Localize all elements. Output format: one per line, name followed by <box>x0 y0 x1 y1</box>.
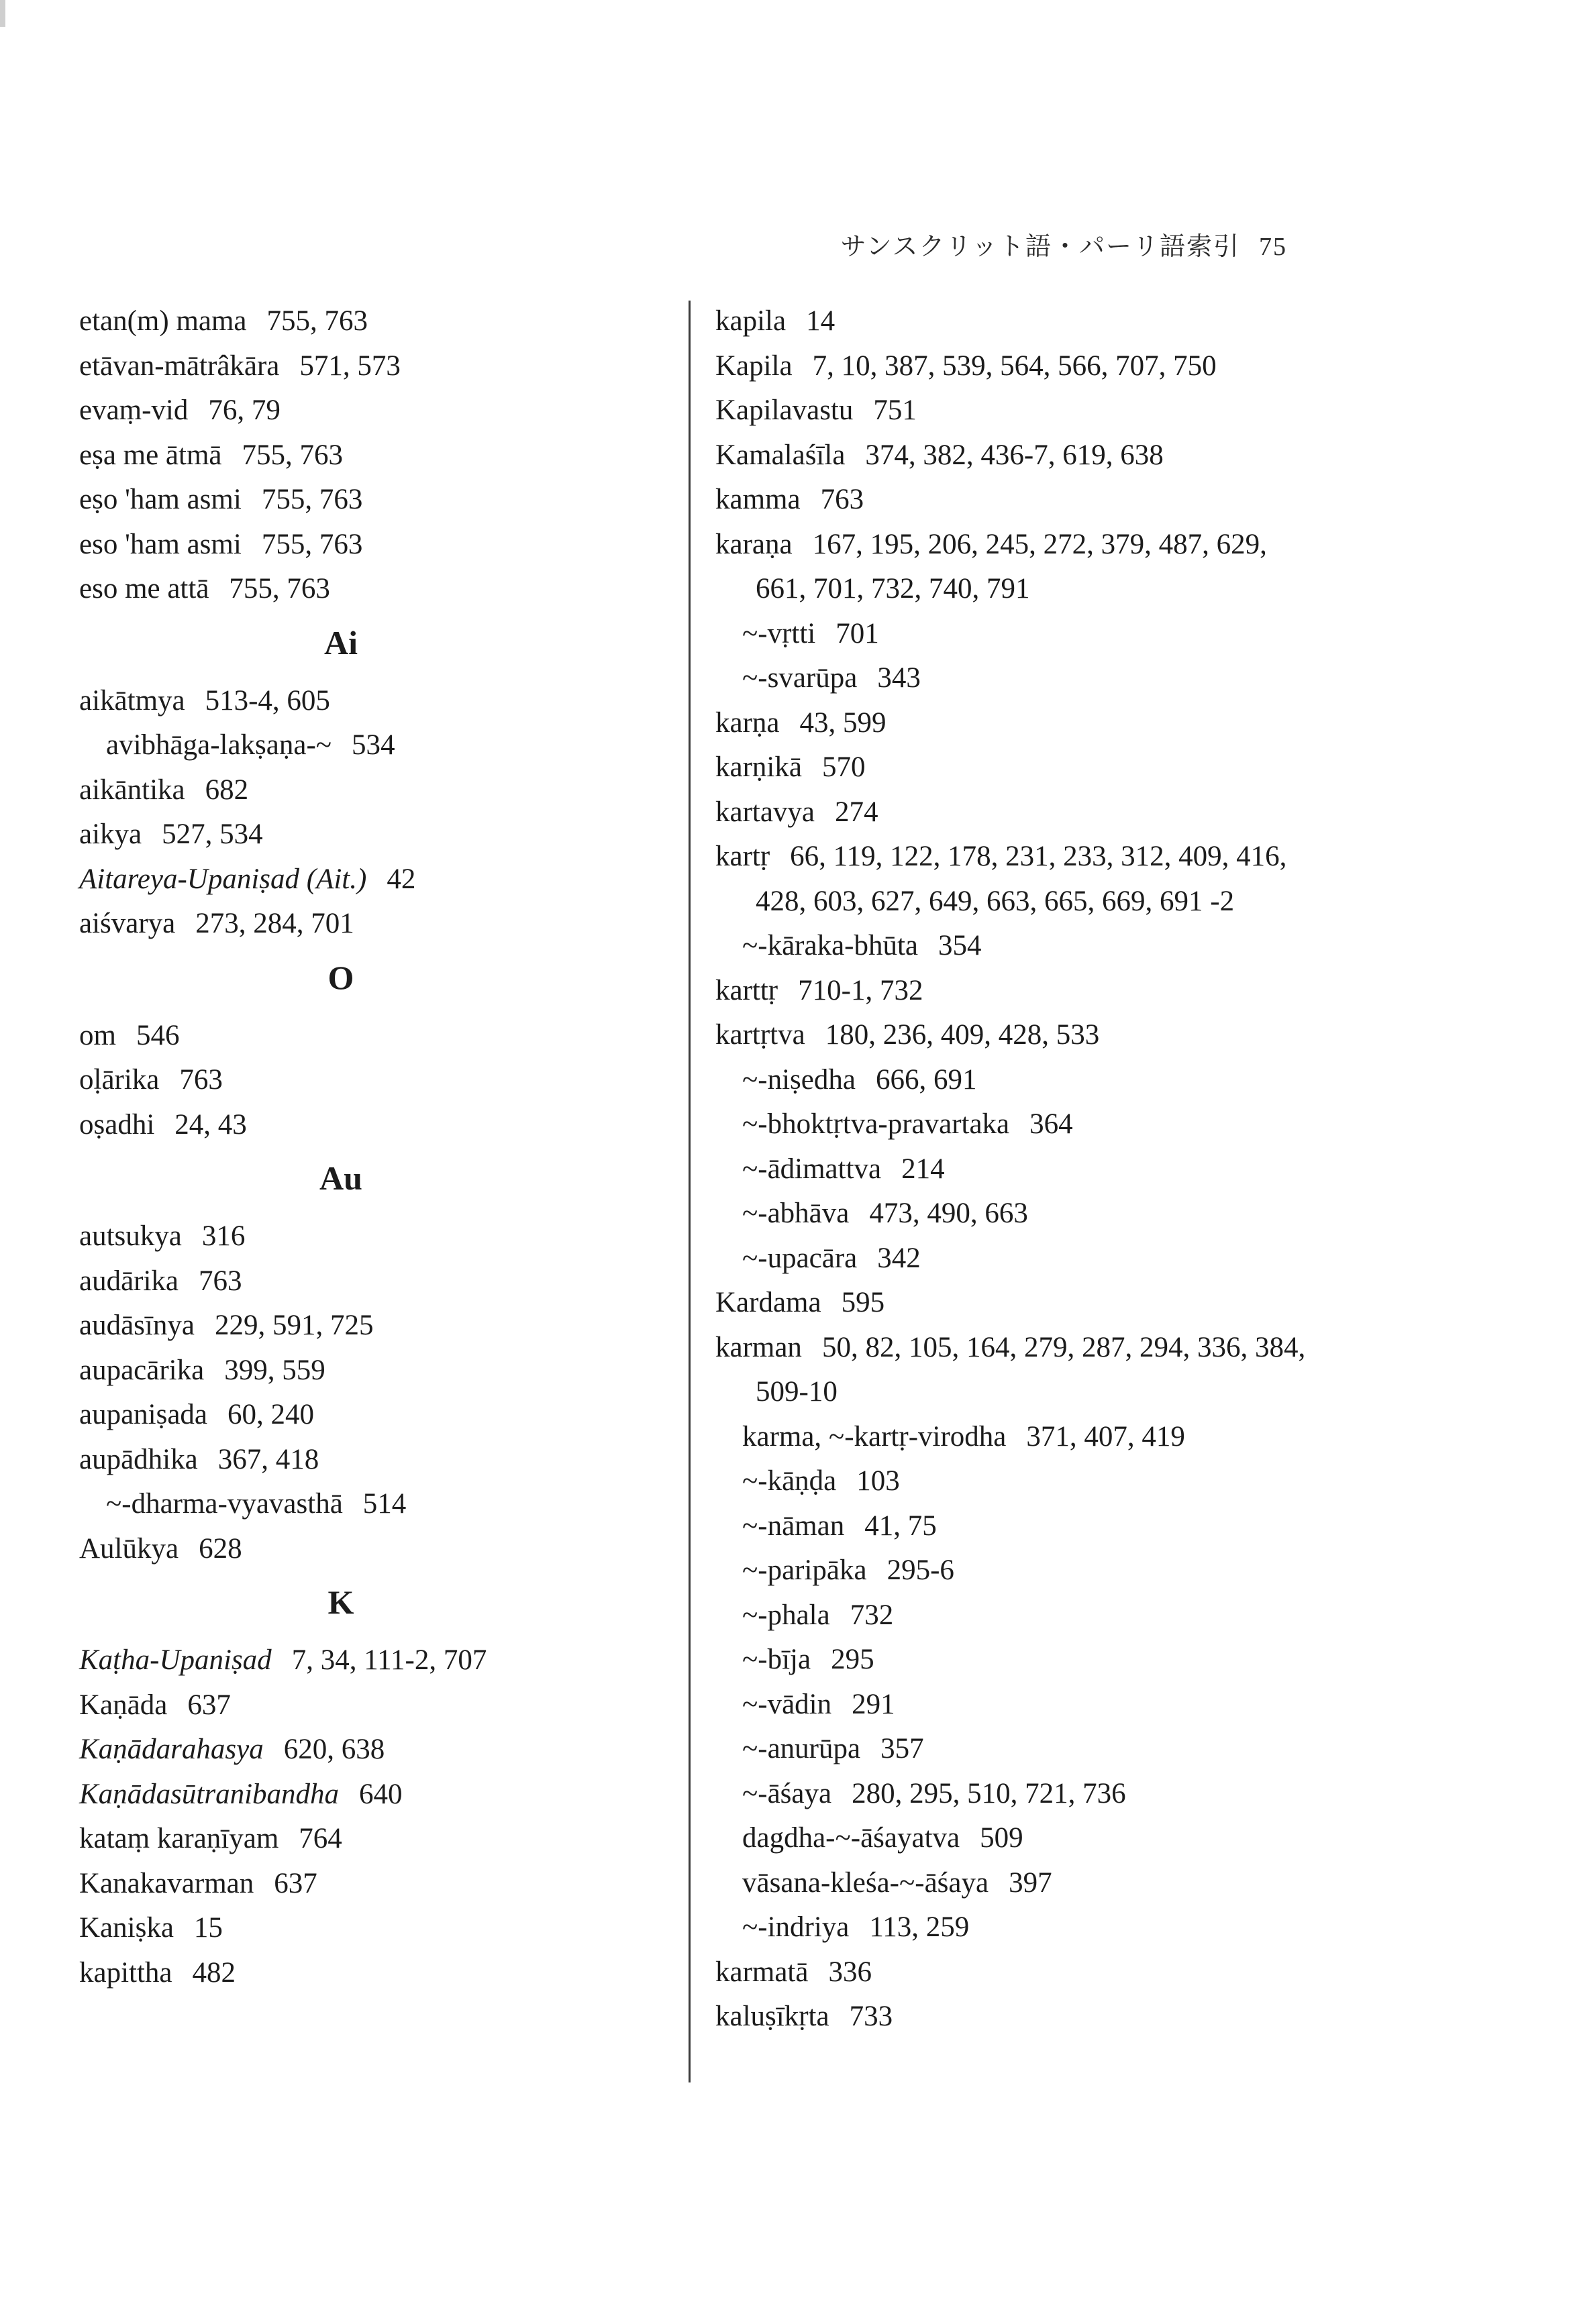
entry-pages: 50, 82, 105, 164, 279, 287, 294, 336, 384, 509-10 <box>756 1331 1306 1408</box>
index-entry <box>79 812 603 857</box>
entry-pages: 513-4, 605 <box>205 684 330 717</box>
entry-term: aiśvarya <box>79 908 176 939</box>
entry-pages: 620, 638 <box>283 1734 385 1765</box>
index-entry <box>79 1058 603 1103</box>
entry-term: ~-indriya <box>742 1911 850 1943</box>
entry-term: aikya <box>79 818 142 850</box>
index-entry <box>79 1862 603 1907</box>
index-subentry <box>715 1905 1319 1950</box>
entry-pages: 316 <box>201 1220 246 1252</box>
entry-term: audāsīnya <box>79 1310 195 1341</box>
entry-pages: 637 <box>187 1689 231 1721</box>
entry-pages: 342 <box>877 1242 921 1274</box>
index-entry <box>715 745 1319 790</box>
index-subentry <box>715 1638 1319 1683</box>
right-column <box>715 299 1319 2040</box>
entry-term: Aulūkya <box>79 1532 179 1565</box>
index-entry <box>79 1817 603 1862</box>
entry-pages: 15 <box>193 1912 223 1944</box>
entry-term: karmatā <box>715 1956 809 1988</box>
entry-pages: 571, 573 <box>299 350 401 382</box>
entry-pages: 637 <box>274 1867 317 1899</box>
running-header <box>841 225 1287 262</box>
entry-term: Kaṇādarahasya <box>79 1734 264 1765</box>
entry-term: ~-abhāva <box>742 1198 850 1229</box>
index-entry <box>79 478 603 523</box>
index-entry <box>79 1304 603 1349</box>
entry-term: eṣo 'ham asmi <box>79 484 242 515</box>
entry-term: Kaṭha-Upaniṣad <box>79 1644 272 1676</box>
entry-term: ~-niṣedha <box>742 1063 856 1096</box>
entry-term: ~-kāraka-bhūta <box>742 930 919 961</box>
entry-term: ~-nāman <box>742 1510 845 1542</box>
index-subentry <box>715 1192 1319 1236</box>
index-entry <box>79 902 603 947</box>
entry-term: kartṛ <box>715 841 770 872</box>
index-entry <box>715 1326 1319 1415</box>
entry-term: ~-kāṇḍa <box>742 1465 837 1497</box>
index-entry <box>79 433 603 478</box>
entry-term: ~-bīja <box>742 1644 811 1675</box>
entry-term: ~-dharma-vyavasthā <box>106 1488 343 1520</box>
entry-term: karman <box>715 1331 802 1363</box>
entry-term: Kardama <box>715 1287 821 1318</box>
entry-pages: 534 <box>352 729 395 761</box>
entry-pages: 295 <box>831 1644 874 1675</box>
entry-term: oṣadhi <box>79 1108 155 1141</box>
entry-pages: 103 <box>856 1465 900 1497</box>
entry-pages: 66, 119, 122, 178, 231, 233, 312, 409, 416, 428, 603, 627, 649, 663, 665, 669, 691 -2 <box>756 841 1287 917</box>
entry-pages: 628 <box>199 1532 242 1565</box>
entry-term: kapittha <box>79 1956 172 1989</box>
entry-pages: 595 <box>841 1287 885 1318</box>
page-number: 75 <box>1259 233 1287 261</box>
entry-pages: 666, 691 <box>875 1063 977 1096</box>
index-entry <box>79 1728 603 1773</box>
index-entry <box>79 1683 603 1728</box>
entry-pages: 229, 591, 725 <box>214 1310 374 1341</box>
entry-term: kataṃ karaṇīyam <box>79 1823 279 1854</box>
index-entry <box>79 1214 603 1259</box>
entry-term: om <box>79 1019 116 1051</box>
entry-pages: 473, 490, 663 <box>869 1198 1028 1229</box>
entry-pages: 41, 75 <box>864 1510 937 1542</box>
entry-term: karṇikā <box>715 751 802 783</box>
entry-pages: 763 <box>179 1064 223 1096</box>
index-entry <box>79 567 603 612</box>
entry-term: autsukya <box>79 1220 182 1252</box>
index-subentry <box>715 1102 1319 1147</box>
entry-term: eṣa me ātmā <box>79 439 222 471</box>
entry-term: aikātmya <box>79 684 185 717</box>
index-subentry <box>715 1058 1319 1103</box>
entry-pages: 280, 295, 510, 721, 736 <box>852 1777 1126 1809</box>
entry-term: ~-upacāra <box>742 1242 858 1274</box>
entry-pages: 274 <box>835 796 878 828</box>
index-entry <box>79 1259 603 1304</box>
entry-term: aikāntika <box>79 774 185 806</box>
entry-pages: 167, 195, 206, 245, 272, 379, 487, 629, 661, 701, 732, 740, 791 <box>756 528 1267 604</box>
entry-pages: 295-6 <box>887 1554 954 1586</box>
entry-term: evaṃ-vid <box>79 394 189 426</box>
section-heading: Ai <box>324 623 358 662</box>
entry-term: etan(m) mama <box>79 305 247 337</box>
entry-term: ~-anurūpa <box>742 1733 861 1764</box>
index-entry <box>79 1349 603 1393</box>
entry-pages: 755, 763 <box>261 528 363 560</box>
entry-pages: 399, 559 <box>224 1354 325 1386</box>
entry-term: karttṛ <box>715 974 778 1006</box>
index-entry <box>79 1638 603 1683</box>
entry-pages: 763 <box>820 484 864 515</box>
index-entry <box>715 790 1319 835</box>
entry-term: aupaniṣada <box>79 1399 208 1430</box>
entry-pages: 7, 10, 387, 539, 564, 566, 707, 750 <box>812 350 1217 382</box>
entry-pages: 482 <box>192 1956 236 1989</box>
entry-pages: 354 <box>938 930 982 961</box>
entry-pages: 24, 43 <box>174 1108 247 1141</box>
entry-term: oḷārika <box>79 1064 160 1096</box>
entry-pages: 755, 763 <box>229 573 330 604</box>
entry-pages: 113, 259 <box>869 1911 970 1943</box>
index-subentry <box>715 1861 1319 1906</box>
section-heading: O <box>327 958 354 996</box>
entry-term: karṇa <box>715 706 780 739</box>
entry-pages: 527, 534 <box>162 818 263 850</box>
entry-term: kaluṣīkṛta <box>715 2001 829 2032</box>
index-entry <box>79 344 603 389</box>
entry-pages: 733 <box>849 2001 893 2032</box>
entry-pages: 214 <box>901 1153 945 1185</box>
entry-term: ~-āśaya <box>742 1777 832 1809</box>
entry-term: ~-paripāka <box>742 1554 867 1586</box>
entry-pages: 640 <box>359 1778 403 1810</box>
entry-pages: 343 <box>877 662 921 694</box>
entry-pages: 374, 382, 436-7, 619, 638 <box>865 439 1164 471</box>
index-entry <box>715 299 1319 344</box>
index-entry <box>79 523 603 568</box>
entry-term: ~-ādimattva <box>742 1153 882 1185</box>
entry-pages: 371, 407, 419 <box>1026 1420 1185 1452</box>
index-entry <box>715 1013 1319 1058</box>
index-entry <box>79 1103 603 1148</box>
index-subentry <box>79 1482 603 1527</box>
entry-term: vāsana-kleśa-~-āśaya <box>742 1866 989 1899</box>
index-subentry <box>715 1459 1319 1504</box>
entry-pages: 367, 418 <box>217 1443 319 1475</box>
entry-term: kamma <box>715 484 801 515</box>
entry-pages: 570 <box>821 751 866 783</box>
index-subentry <box>715 1772 1319 1817</box>
section-heading: K <box>327 1583 354 1621</box>
index-subentry <box>715 1147 1319 1192</box>
entry-term: Aitareya-Upaniṣad (Ait.) <box>79 863 367 895</box>
entry-pages: 76, 79 <box>208 394 281 426</box>
index-entry <box>79 1951 603 1996</box>
index-subentry <box>715 656 1319 701</box>
index-subentry <box>715 1683 1319 1728</box>
entry-pages: 509 <box>980 1822 1023 1854</box>
index-subentry <box>715 612 1319 657</box>
index-entry <box>715 344 1319 389</box>
index-entry <box>79 768 603 813</box>
entry-pages: 732 <box>850 1599 894 1631</box>
index-entry <box>715 969 1319 1014</box>
index-subentry <box>715 1504 1319 1549</box>
entry-pages: 43, 599 <box>799 706 887 739</box>
index-entry <box>79 1906 603 1951</box>
entry-term: Kapilavastu <box>715 394 854 426</box>
index-entry <box>715 433 1319 478</box>
index-entry <box>715 1281 1319 1326</box>
index-entry <box>79 1527 603 1572</box>
entry-pages: 336 <box>828 1956 872 1988</box>
column-divider <box>689 301 691 2082</box>
index-subentry <box>715 1727 1319 1772</box>
index-entry <box>715 1950 1319 1995</box>
index-entry <box>79 388 603 433</box>
entry-pages: 755, 763 <box>261 484 363 515</box>
entry-pages: 291 <box>852 1688 895 1720</box>
entry-term: Kanakavarman <box>79 1867 254 1899</box>
entry-pages: 751 <box>873 394 917 426</box>
entry-term: ~-bhoktṛtva-pravartaka <box>742 1108 1010 1140</box>
entry-pages: 397 <box>1009 1866 1052 1899</box>
index-subentry <box>715 1415 1319 1460</box>
entry-pages: 180, 236, 409, 428, 533 <box>825 1019 1100 1051</box>
entry-term: dagdha-~-āśayatva <box>742 1822 960 1854</box>
entry-pages: 710-1, 732 <box>798 974 923 1006</box>
entry-term: karaṇa <box>715 528 793 560</box>
entry-term: Kamalaśīla <box>715 439 846 471</box>
entry-term: eso me attā <box>79 573 209 604</box>
header-title: サンスクリット語・パーリ語索引 <box>840 233 1240 261</box>
index-entry <box>79 857 603 902</box>
index-entry <box>79 679 603 724</box>
entry-term: avibhāga-lakṣaṇa-~ <box>106 729 332 761</box>
entry-term: Kaṇāda <box>79 1689 168 1721</box>
entry-term: Kaṇādasūtranibandha <box>79 1778 340 1810</box>
section-heading: Au <box>319 1159 362 1197</box>
index-subentry <box>79 723 603 768</box>
entry-term: kartṛtva <box>715 1019 805 1051</box>
entry-term: kapila <box>715 305 787 337</box>
index-entry <box>79 1438 603 1483</box>
entry-pages: 42 <box>387 863 416 895</box>
index-entry <box>79 1014 603 1059</box>
entry-pages: 546 <box>136 1019 180 1051</box>
entry-term: etāvan-mātrâkāra <box>79 350 280 382</box>
entry-pages: 763 <box>199 1265 242 1297</box>
entry-pages: 514 <box>362 1488 407 1520</box>
entry-term: Kapila <box>715 350 793 382</box>
scan-speck <box>0 0 5 27</box>
entry-term: Kaniṣka <box>79 1912 174 1944</box>
entry-term: ~-vādin <box>742 1688 832 1720</box>
index-subentry <box>715 1816 1319 1861</box>
entry-pages: 701 <box>836 617 879 649</box>
entry-term: karma, ~-kartṛ-virodha <box>742 1420 1007 1452</box>
index-subentry <box>715 1593 1319 1638</box>
entry-term: kartavya <box>715 796 815 828</box>
entry-term: eso 'ham asmi <box>79 528 242 560</box>
index-entry <box>715 478 1319 523</box>
index-entry <box>715 701 1319 746</box>
index-entry <box>715 835 1319 924</box>
index-subentry <box>715 1236 1319 1281</box>
entry-pages: 273, 284, 701 <box>195 908 354 939</box>
left-column <box>79 299 603 1995</box>
index-entry <box>79 1393 603 1438</box>
entry-pages: 755, 763 <box>242 439 344 471</box>
entry-term: ~-vṛtti <box>742 617 816 649</box>
entry-term: aupādhika <box>79 1443 198 1475</box>
index-entry <box>79 299 603 344</box>
index-entry <box>715 1995 1319 2040</box>
entry-term: ~-svarūpa <box>742 662 858 694</box>
index-subentry <box>715 924 1319 969</box>
entry-pages: 14 <box>806 305 836 337</box>
index-subentry <box>715 1548 1319 1593</box>
entry-pages: 364 <box>1029 1108 1073 1140</box>
entry-term: ~-phala <box>742 1599 830 1631</box>
entry-term: audārika <box>79 1265 179 1297</box>
entry-pages: 755, 763 <box>266 305 368 337</box>
entry-term: aupacārika <box>79 1354 205 1386</box>
entry-pages: 682 <box>205 774 249 806</box>
index-entry <box>715 523 1319 612</box>
entry-pages: 764 <box>299 1823 342 1854</box>
entry-pages: 357 <box>880 1733 924 1764</box>
index-entry <box>79 1773 603 1817</box>
index-entry <box>715 388 1319 433</box>
entry-pages: 60, 240 <box>227 1399 315 1430</box>
entry-pages: 7, 34, 111-2, 707 <box>291 1644 487 1676</box>
